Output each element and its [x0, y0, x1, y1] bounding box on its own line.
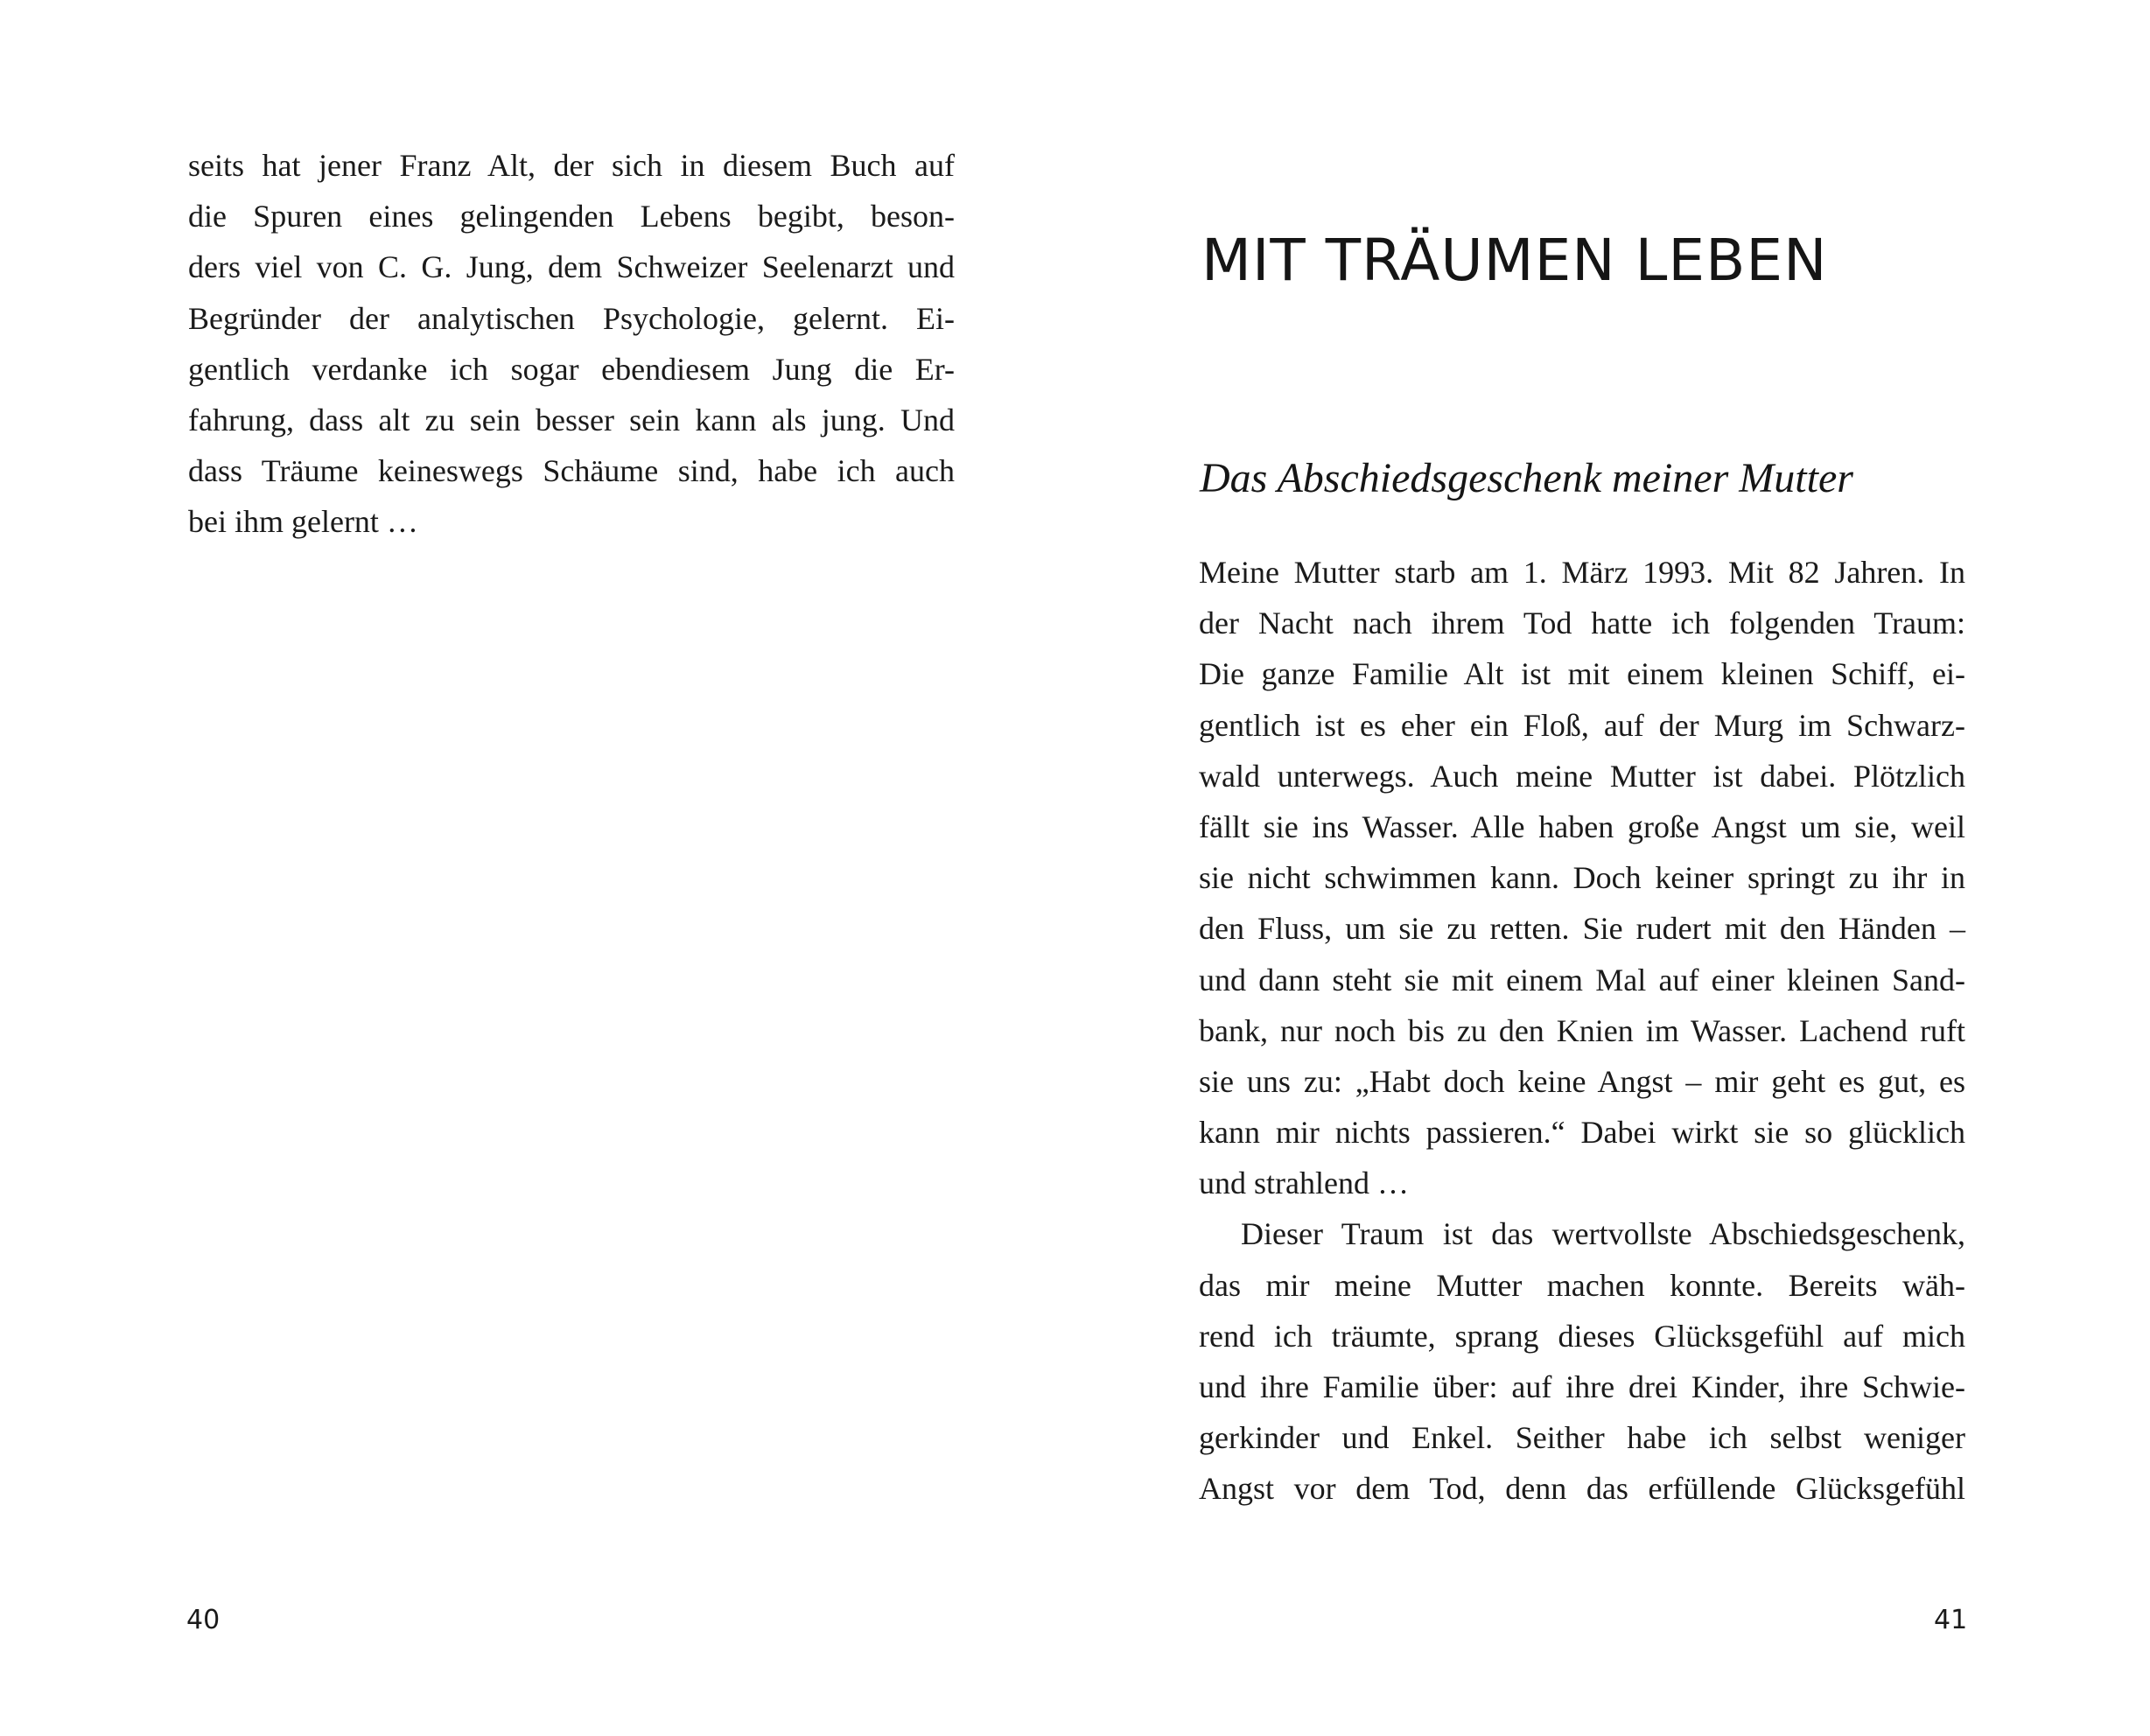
left-body-text	[188, 140, 955, 548]
right-page	[1075, 0, 2149, 1736]
text-line: fällt sie ins Wasser. Alle haben große Angst um sie, weil	[1199, 808, 1965, 844]
text-line: gentlich verdanke ich sogar ebendiesem Jung die Er-	[188, 351, 955, 387]
section-title: Das Abschiedsgeschenk meiner Mutter	[1200, 455, 1853, 501]
text-line: Begründer der analytischen Psychologie, gelernt. Ei-	[188, 300, 955, 336]
text-line: die Spuren eines gelingenden Lebens begibt, beson-	[188, 199, 955, 234]
page-number-right: 41	[1934, 1605, 1968, 1635]
chapter-title: MIT TRÄUMEN LEBEN	[1201, 227, 1828, 294]
text-line: und dann steht sie mit einem Mal auf einer kleinen Sand-	[1199, 962, 1965, 998]
text-line: und strahlend …	[1199, 1166, 1409, 1201]
text-line: dass Träume keineswegs Schäume sind, habe ich auch	[188, 453, 955, 489]
text-line: rend ich träumte, sprang dieses Glücksgefühl auf mich	[1199, 1318, 1965, 1354]
text-line: bank, nur noch bis zu den Knien im Wasser. Lachend ruft	[1199, 1012, 1965, 1048]
text-line: der Nacht nach ihrem Tod hatte ich folgenden Traum:	[1199, 606, 1965, 641]
text-line: und ihre Familie über: auf ihre drei Kinder, ihre Schwie-	[1199, 1369, 1965, 1404]
text-line: Angst vor dem Tod, denn das erfüllende Glücksgefühl	[1199, 1471, 1965, 1507]
text-line: wald unterwegs. Auch meine Mutter ist dabei. Plötzlich	[1199, 758, 1965, 794]
text-line: bei ihm gelernt …	[188, 504, 418, 540]
paragraph	[1199, 547, 1965, 1208]
text-line: sie nicht schwimmen kann. Doch keiner springt zu ihr in	[1199, 860, 1965, 896]
text-line: gerkinder und Enkel. Seither habe ich selbst weniger	[1199, 1420, 1965, 1456]
right-body-text	[1199, 547, 1965, 1515]
text-line: das mir meine Mutter machen konnte. Bereits wäh-	[1199, 1267, 1965, 1303]
paragraph	[1199, 1208, 1965, 1514]
text-line: sie uns zu: „Habt doch keine Angst – mir geht es gut, es	[1199, 1063, 1965, 1099]
text-line: Dieser Traum ist das wertvollste Abschiedsgeschenk,	[1241, 1216, 1965, 1252]
text-line: seits hat jener Franz Alt, der sich in diesem Buch auf	[188, 148, 955, 183]
text-line: Meine Mutter starb am 1. März 1993. Mit 82 Jahren. In	[1199, 555, 1965, 590]
text-line: den Fluss, um sie zu retten. Sie rudert mit den Händen –	[1199, 911, 1965, 947]
text-line: fahrung, dass alt zu sein besser sein kann als jung. Und	[188, 402, 955, 438]
text-line: ders viel von C. G. Jung, dem Schweizer Seelenarzt und	[188, 249, 955, 285]
text-line: gentlich ist es eher ein Floß, auf der Murg im Schwarz-	[1199, 707, 1965, 743]
page-number-left: 40	[186, 1605, 221, 1635]
text-line: Die ganze Familie Alt ist mit einem kleinen Schiff, ei-	[1199, 656, 1965, 692]
text-line: kann mir nichts passieren.“ Dabei wirkt sie so glücklich	[1199, 1115, 1965, 1151]
